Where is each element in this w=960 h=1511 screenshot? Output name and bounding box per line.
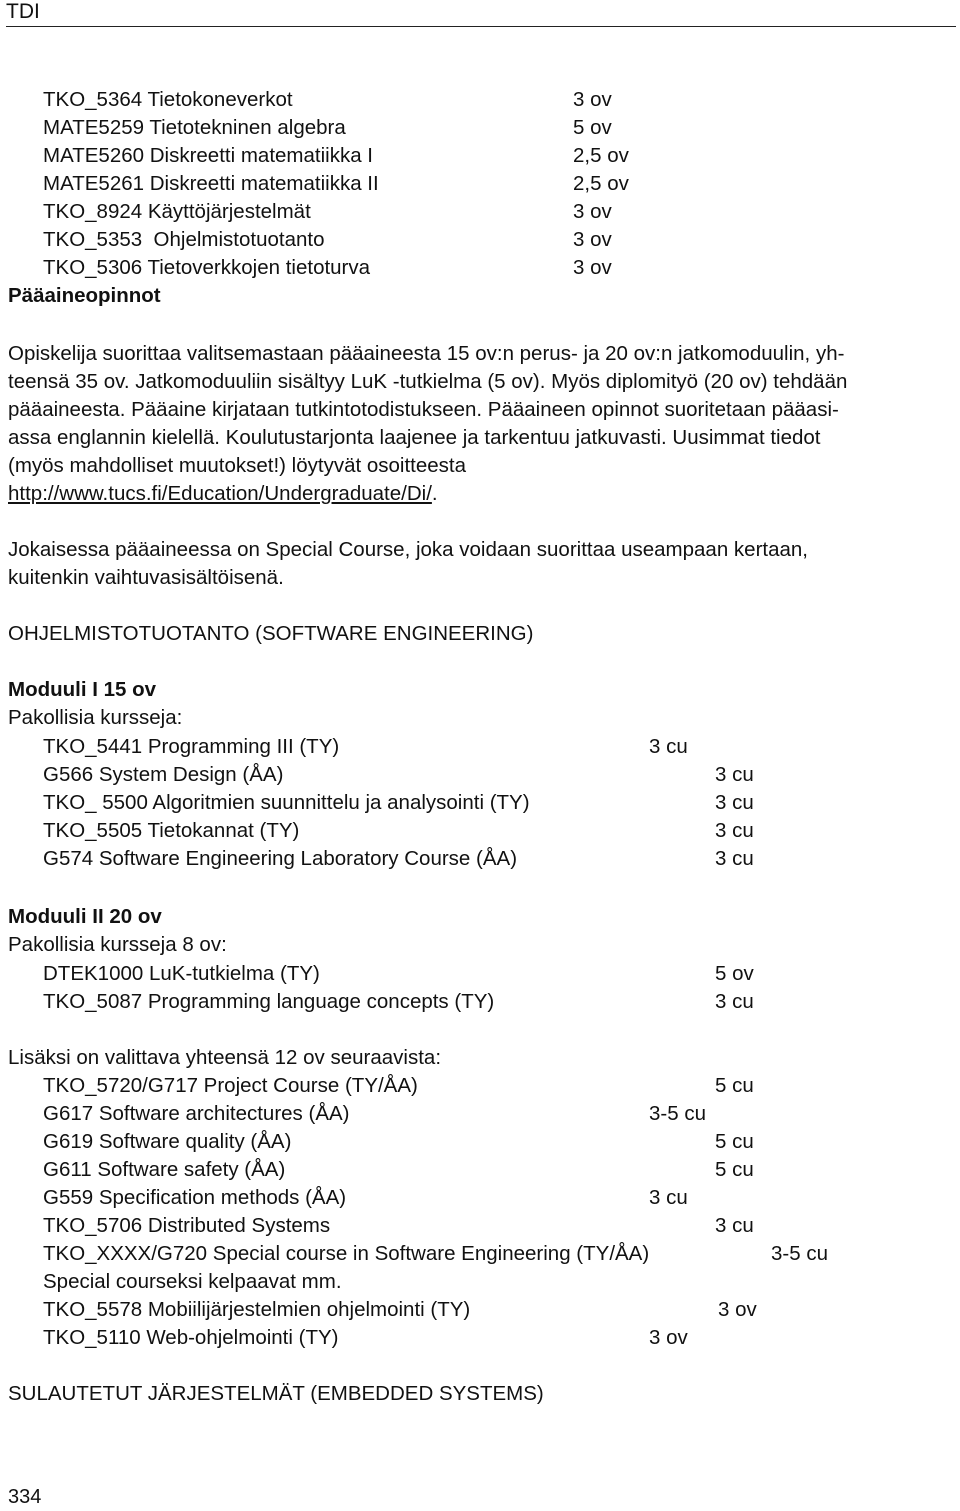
- module2-title: Moduuli II 20 ov: [8, 905, 162, 928]
- special-course-credits: 3 ov: [649, 1326, 688, 1349]
- course-credits: 2,5 ov: [573, 144, 629, 167]
- module1-course-credits: 3 cu: [715, 791, 754, 814]
- electives-intro: Lisäksi on valittava yhteensä 12 ov seuraavista:: [8, 1046, 442, 1069]
- paragraph-line: Opiskelija suorittaa valitsemastaan pääaineesta 15 ov:n perus- ja 20 ov:n jatkomoduulin, yh-: [8, 342, 845, 365]
- major-heading: Pääaineopinnot: [8, 284, 161, 307]
- module1-course-name: TKO_ 5500 Algoritmien suunnittelu ja analysointi (TY): [43, 791, 530, 814]
- elective-course-credits: 5 cu: [715, 1074, 754, 1097]
- module2-course-name: TKO_5087 Programming language concepts (TY): [43, 990, 495, 1013]
- course-name: MATE5259 Tietotekninen algebra: [43, 116, 346, 139]
- link-line: [8, 480, 438, 508]
- module2-course-credits: 3 cu: [715, 990, 754, 1013]
- elective-course-credits: 3-5 cu: [771, 1242, 828, 1265]
- elective-course-name: G611 Software safety (ÅA): [43, 1158, 286, 1181]
- paragraph-line: (myös mahdolliset muutokset!) löytyvät osoitteesta: [8, 454, 467, 477]
- tucs-link[interactable]: http://www.tucs.fi/Education/Undergraduate/Di/: [8, 482, 432, 505]
- elective-course-credits: 5 cu: [715, 1158, 754, 1181]
- elective-course-credits: 3 cu: [715, 1214, 754, 1237]
- module1-course-credits: 3 cu: [649, 735, 688, 758]
- elective-course-name: TKO_XXXX/G720 Special course in Software Engineering (TY/ÅA): [43, 1242, 650, 1265]
- page-header-title: TDI: [6, 0, 40, 23]
- course-name: TKO_5364 Tietokoneverkot: [43, 88, 293, 111]
- elective-course-name: TKO_5706 Distributed Systems: [43, 1214, 331, 1237]
- paragraph-line: teensä 35 ov. Jatkomoduuliin sisältyy LuK -tutkielma (5 ov). Myös diplomityö (20 ov) tehdään: [8, 370, 848, 393]
- course-name: TKO_8924 Käyttöjärjestelmät: [43, 200, 311, 223]
- special-course-credits: 3 ov: [718, 1298, 757, 1321]
- module1-course-credits: 3 cu: [715, 847, 754, 870]
- module1-course-credits: 3 cu: [715, 819, 754, 842]
- elective-course-credits: 5 cu: [715, 1130, 754, 1153]
- module1-course-name: TKO_5505 Tietokannat (TY): [43, 819, 300, 842]
- elective-course-credits: 3 cu: [649, 1186, 688, 1209]
- paragraph-line: Jokaisessa pääaineessa on Special Course, joka voidaan suorittaa useampaan kertaan,: [8, 538, 809, 561]
- page-number: 334: [8, 1486, 42, 1508]
- section-heading-embedded: SULAUTETUT JÄRJESTELMÄT (EMBEDDED SYSTEMS): [8, 1382, 544, 1405]
- elective-course-name: G619 Software quality (ÅA): [43, 1130, 292, 1153]
- module1-course-credits: 3 cu: [715, 763, 754, 786]
- module2-course-name: DTEK1000 LuK-tutkielma (TY): [43, 962, 320, 985]
- module1-course-name: G566 System Design (ÅA): [43, 763, 284, 786]
- module1-course-name: TKO_5441 Programming III (TY): [43, 735, 340, 758]
- course-credits: 2,5 ov: [573, 172, 629, 195]
- paragraph-line: pääaineesta. Pääaine kirjataan tutkintotodistukseen. Pääaineen opinnot suoritetaan pääasi-: [8, 398, 839, 421]
- paragraph-line: assa englannin kielellä. Koulutustarjonta laajenee ja tarkentuu jatkuvasti. Uusimmat tiedot: [8, 426, 821, 449]
- link-suffix: .: [431, 482, 438, 505]
- paragraph-line: kuitenkin vaihtuvasisältöisenä.: [8, 566, 284, 589]
- special-note: Special courseksi kelpaavat mm.: [43, 1270, 342, 1293]
- course-name: MATE5261 Diskreetti matematiikka II: [43, 172, 379, 195]
- module1-title: Moduuli I 15 ov: [8, 678, 157, 701]
- elective-course-name: TKO_5720/G717 Project Course (TY/ÅA): [43, 1074, 418, 1097]
- elective-course-name: G559 Specification methods (ÅA): [43, 1186, 347, 1209]
- course-name: TKO_5306 Tietoverkkojen tietoturva: [43, 256, 371, 279]
- course-name: MATE5260 Diskreetti matematiikka I: [43, 144, 374, 167]
- module1-course-name: G574 Software Engineering Laboratory Course (ÅA): [43, 847, 518, 870]
- module2-course-credits: 5 ov: [715, 962, 754, 985]
- section-heading-software: OHJELMISTOTUOTANTO (SOFTWARE ENGINEERING): [8, 622, 534, 645]
- course-name: TKO_5353 Ohjelmistotuotanto: [43, 228, 325, 251]
- elective-course-name: G617 Software architectures (ÅA): [43, 1102, 350, 1125]
- course-credits: 3 ov: [573, 256, 612, 279]
- module2-subtitle: Pakollisia kursseja 8 ov:: [8, 933, 227, 956]
- module1-subtitle: Pakollisia kursseja:: [8, 706, 183, 729]
- course-credits: 5 ov: [573, 116, 612, 139]
- course-credits: 3 ov: [573, 228, 612, 251]
- course-credits: 3 ov: [573, 200, 612, 223]
- special-course-name: TKO_5110 Web-ohjelmointi (TY): [43, 1326, 339, 1349]
- course-credits: 3 ov: [573, 88, 612, 111]
- elective-course-credits: 3-5 cu: [649, 1102, 706, 1125]
- page-header: [6, 0, 956, 27]
- special-course-name: TKO_5578 Mobiilijärjestelmien ohjelmointi (TY): [43, 1298, 471, 1321]
